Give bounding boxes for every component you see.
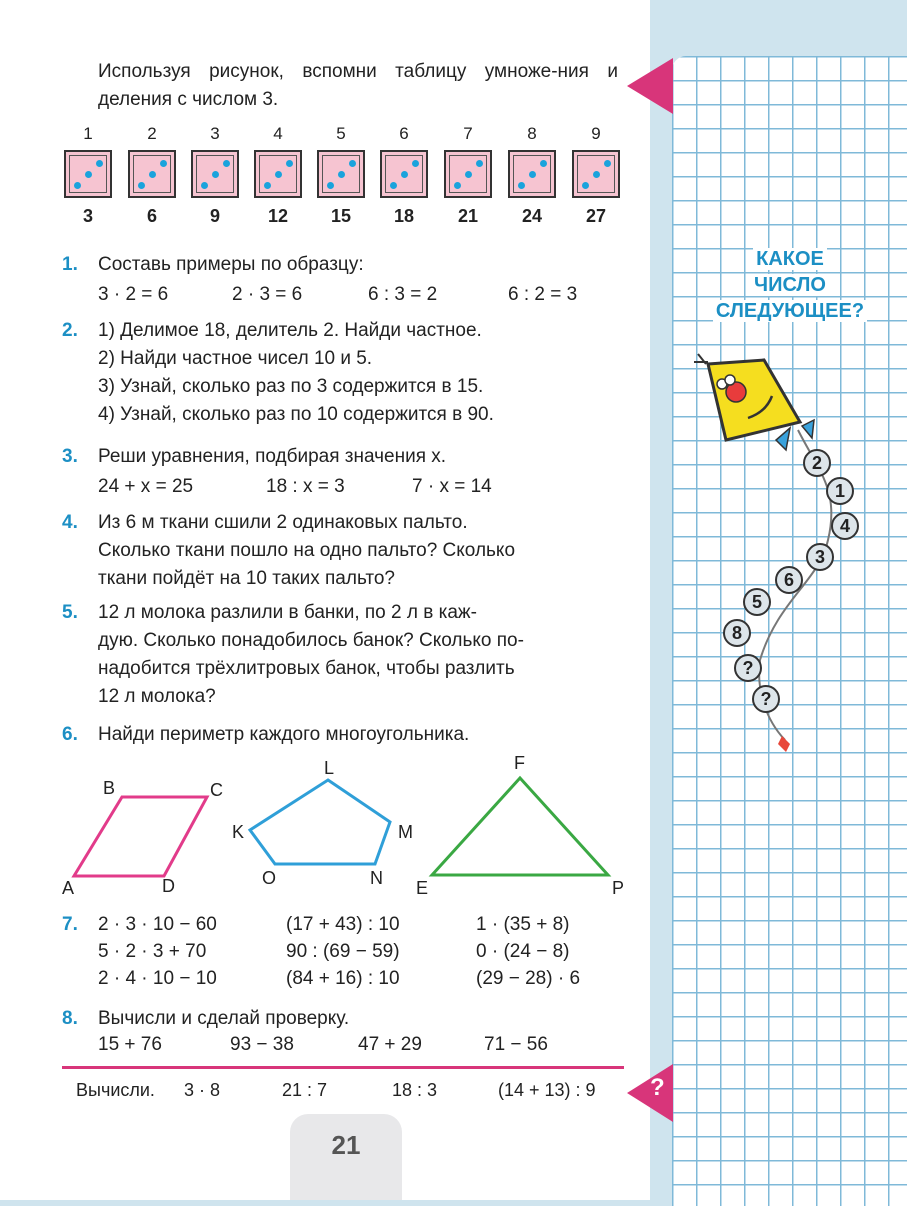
kite-tail-bead: 4 [831, 512, 859, 540]
task-8-title: Вычисли и сделай проверку. [98, 1008, 350, 1029]
task-7-expression: 1 · (35 + 8) [476, 914, 570, 935]
question-tab-icon [625, 1064, 673, 1122]
puzzle-title-line: ЧИСЛО [751, 274, 829, 296]
task-8-example: 15 + 76 [98, 1034, 162, 1055]
task-4-line: Из 6 м ткани сшили 2 одинаковых пальто. [98, 512, 468, 533]
polygons-figure [60, 760, 640, 910]
task-1-example: 2 · 3 = 6 [232, 284, 303, 305]
die-icon [128, 150, 176, 198]
dice-product: 15 [330, 206, 352, 226]
review-example: 18 : 3 [392, 1080, 438, 1100]
task-5-line: дую. Сколько понадобилось банок? Сколько по- [98, 630, 524, 651]
dice-top-number: 6 [399, 124, 409, 143]
review-label: Вычисли. [76, 1080, 155, 1100]
dice-product: 27 [585, 206, 607, 226]
dice-top-number: 5 [336, 124, 346, 143]
task-2-line: 1) Делимое 18, делитель 2. Найди частное. [98, 320, 482, 341]
dice-top-number: 4 [273, 124, 283, 143]
task-1-title: Составь примеры по образцу: [98, 254, 364, 275]
task-1-example: 3 · 2 = 6 [98, 284, 169, 305]
vertex-label: F [514, 753, 525, 773]
die-icon [444, 150, 492, 198]
kite-tail-bead: 2 [803, 449, 831, 477]
task-7-expression: 90 : (69 − 59) [286, 941, 400, 962]
task-7-expression: 2 · 3 · 10 − 60 [98, 914, 217, 935]
die-icon [191, 150, 239, 198]
vertex-label: A [62, 878, 75, 898]
intro-text: Используя рисунок, вспомни таблицу умноже-ния и деления с числом 3. [98, 61, 618, 110]
review-example: (14 + 13) : 9 [498, 1080, 596, 1100]
vertex-label: P [612, 878, 625, 898]
dice-top-number: 7 [463, 124, 473, 143]
task-1-example: 6 : 3 = 2 [368, 284, 438, 305]
die-icon [380, 150, 428, 198]
die-icon [572, 150, 620, 198]
dice-product: 24 [521, 206, 543, 226]
task-3-equation: 18 : x = 3 [266, 476, 345, 497]
task-5-line: 12 л молока разлили в банки, по 2 л в каж- [98, 602, 477, 623]
divider-rule [62, 1066, 624, 1069]
task-8-example: 93 − 38 [230, 1034, 294, 1055]
die-icon [64, 150, 112, 198]
task-7-expression: (84 + 16) : 10 [286, 968, 400, 989]
kite-tail-bead: 5 [743, 588, 771, 616]
vertex-label: B [103, 778, 116, 798]
vertex-label: O [262, 868, 277, 888]
page-number: 21 [290, 1114, 402, 1200]
task-number: 6. [62, 724, 78, 745]
task-number: 7. [62, 914, 78, 935]
task-number: 8. [62, 1008, 78, 1029]
task-2-line: 2) Найди частное чисел 10 и 5. [98, 348, 373, 369]
task-3-equation: 24 + x = 25 [98, 476, 194, 497]
dice-top-number: 9 [591, 124, 601, 143]
die-icon [508, 150, 556, 198]
task-number: 2. [62, 320, 78, 341]
question-mark: ? [650, 1074, 665, 1101]
kite-tail-bead: 3 [806, 543, 834, 571]
task-2-line: 4) Узнай, сколько раз по 10 содержится в 90. [98, 404, 494, 425]
vertex-label: D [162, 876, 175, 896]
task-3-title: Реши уравнения, подбирая значения x. [98, 446, 447, 467]
task-number: 3. [62, 446, 78, 467]
task-7-expression: (29 − 28) · 6 [476, 968, 581, 989]
vertex-label: L [324, 758, 335, 778]
task-8-example: 47 + 29 [358, 1034, 422, 1055]
puzzle-title-line: СЛЕДУЮЩЕЕ? [713, 300, 867, 322]
triangle-efp [432, 778, 608, 875]
dice-product: 21 [457, 206, 479, 226]
task-4-line: ткани пойдёт на 10 таких пальто? [98, 568, 395, 589]
die-icon [317, 150, 365, 198]
task-7-expression: 0 · (24 − 8) [476, 941, 570, 962]
dice-top-number: 2 [147, 124, 157, 143]
task-5-line: надобится трёхлитровых банок, чтобы разлить [98, 658, 515, 679]
task-5-line: 12 л молока? [98, 686, 216, 707]
dice-product: 6 [146, 206, 157, 226]
vertex-label: E [416, 878, 429, 898]
dice-product: 3 [82, 206, 93, 226]
vertex-label: C [210, 780, 223, 800]
review-example: 21 : 7 [282, 1080, 328, 1100]
dice-top-number: 1 [83, 124, 93, 143]
task-7-expression: (17 + 43) : 10 [286, 914, 400, 935]
task-8-example: 71 − 56 [484, 1034, 548, 1055]
pink-tab-marker-icon [625, 58, 673, 114]
task-3-equation: 7 · x = 14 [412, 476, 492, 497]
kite-tail-bead: 8 [723, 619, 751, 647]
task-2-line: 3) Узнай, сколько раз по 3 содержится в 15. [98, 376, 484, 397]
parallelogram-abcd [74, 797, 207, 876]
kite-tail-bead: ? [752, 685, 780, 713]
puzzle-title [690, 246, 890, 324]
task-number: 1. [62, 254, 78, 275]
vertex-label: K [232, 822, 245, 842]
task-6-title: Найди периметр каждого многоугольника. [98, 724, 470, 745]
review-example: 3 · 8 [184, 1080, 221, 1100]
task-7-expression: 2 · 4 · 10 − 10 [98, 968, 217, 989]
dice-top-number: 3 [210, 124, 220, 143]
task-4-line: Сколько ткани пошло на одно пальто? Сколько [98, 540, 516, 561]
task-number: 4. [62, 512, 78, 533]
dice-product: 18 [393, 206, 415, 226]
task-7-expression: 5 · 2 · 3 + 70 [98, 941, 207, 962]
kite-tail-bead: 6 [775, 566, 803, 594]
dice-product: 9 [209, 206, 220, 226]
vertex-label: M [398, 822, 413, 842]
task-1-example: 6 : 2 = 3 [508, 284, 578, 305]
die-icon [254, 150, 302, 198]
kite-tail-bead: 1 [826, 477, 854, 505]
kite-tail-bead: ? [734, 654, 762, 682]
task-number: 5. [62, 602, 78, 623]
pentagon-lkmon [250, 780, 390, 864]
dice-product: 12 [267, 206, 289, 226]
dice-top-number: 8 [527, 124, 537, 143]
puzzle-title-line: КАКОЕ [753, 248, 827, 270]
vertex-label: N [370, 868, 383, 888]
